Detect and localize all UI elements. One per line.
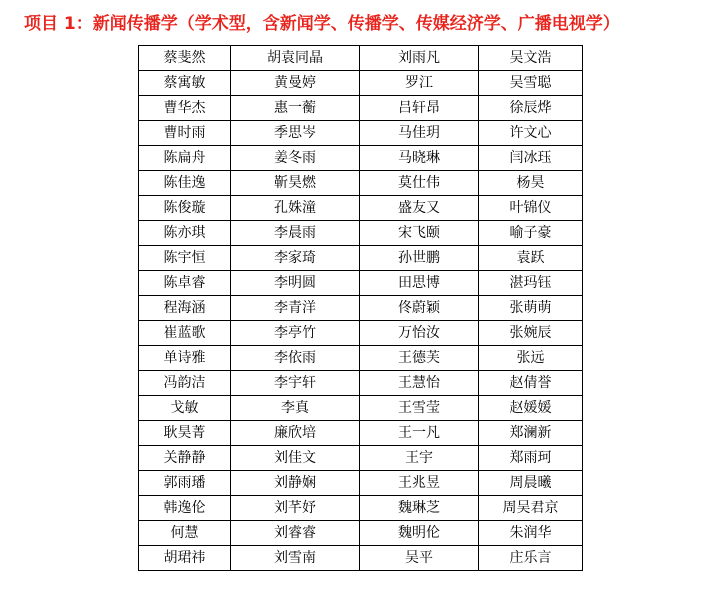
name-cell: 陈扁舟 [139,146,231,171]
name-cell: 吴平 [360,546,479,571]
table-row [139,396,583,421]
name-cell: 陈俊璇 [139,196,231,221]
name-cell: 吕轩昂 [360,96,479,121]
name-cell: 耿昊菁 [139,421,231,446]
page-heading: 项目 1：新闻传播学（学术型，含新闻学、传播学、传媒经济学、广播电视学） [24,14,620,34]
name-cell: 陈佳逸 [139,171,231,196]
name-cell: 惠一蘅 [231,96,360,121]
name-cell: 李晨雨 [231,221,360,246]
name-cell: 田思博 [360,271,479,296]
name-cell: 张婉辰 [479,321,583,346]
name-cell: 曹华杰 [139,96,231,121]
name-cell: 万怡汝 [360,321,479,346]
name-cell: 朱润华 [479,521,583,546]
name-cell: 周吴君京 [479,496,583,521]
name-cell: 王德芙 [360,346,479,371]
name-cell: 胡珺祎 [139,546,231,571]
table-row [139,46,583,71]
name-cell: 李亭竹 [231,321,360,346]
name-cell: 赵媛媛 [479,396,583,421]
name-cell: 闫冰珏 [479,146,583,171]
name-cell: 张远 [479,346,583,371]
name-cell: 郭雨璠 [139,471,231,496]
table-row [139,471,583,496]
table-row [139,296,583,321]
name-cell: 戈敏 [139,396,231,421]
name-cell: 李宇轩 [231,371,360,396]
table-row [139,496,583,521]
name-cell: 吴雪聪 [479,71,583,96]
table-row [139,346,583,371]
name-cell: 周晨曦 [479,471,583,496]
name-cell: 袁跃 [479,246,583,271]
name-cell: 王宇 [360,446,479,471]
name-cell: 李明圆 [231,271,360,296]
name-cell: 李青洋 [231,296,360,321]
table-row [139,71,583,96]
name-cell: 刘雪南 [231,546,360,571]
name-cell: 王雪莹 [360,396,479,421]
name-cell: 罗江 [360,71,479,96]
name-cell: 关静静 [139,446,231,471]
name-cell: 王慧怡 [360,371,479,396]
name-cell: 陈卓睿 [139,271,231,296]
name-cell: 湛玛钰 [479,271,583,296]
name-cell: 杨昊 [479,171,583,196]
table-row [139,421,583,446]
table-row [139,196,583,221]
name-cell: 盛友又 [360,196,479,221]
name-cell: 李家琦 [231,246,360,271]
name-list-table [138,45,583,571]
table-row [139,171,583,196]
name-cell: 刘静娴 [231,471,360,496]
name-cell: 姜冬雨 [231,146,360,171]
name-cell: 宋飞颐 [360,221,479,246]
name-cell: 崔蓝歌 [139,321,231,346]
name-cell: 莫仕伟 [360,171,479,196]
name-cell: 冯韵洁 [139,371,231,396]
name-list-body [139,46,583,571]
name-cell: 张萌萌 [479,296,583,321]
name-cell: 韩逸伦 [139,496,231,521]
name-cell: 刘睿睿 [231,521,360,546]
name-cell: 靳昊燃 [231,171,360,196]
name-cell: 佟蔚颖 [360,296,479,321]
name-cell: 季思岑 [231,121,360,146]
table-row [139,271,583,296]
name-cell: 何慧 [139,521,231,546]
name-cell: 陈亦琪 [139,221,231,246]
name-cell: 刘雨凡 [360,46,479,71]
name-cell: 曹时雨 [139,121,231,146]
name-cell: 孙世鹏 [360,246,479,271]
table-row [139,96,583,121]
table-row [139,371,583,396]
name-cell: 郑雨珂 [479,446,583,471]
name-cell: 许文心 [479,121,583,146]
name-cell: 叶锦仪 [479,196,583,221]
table-row [139,221,583,246]
table-row [139,246,583,271]
name-cell: 李依雨 [231,346,360,371]
name-cell: 黄曼婷 [231,71,360,96]
table-row [139,321,583,346]
name-cell: 赵倩誉 [479,371,583,396]
name-cell: 郑澜新 [479,421,583,446]
name-cell: 刘芊妤 [231,496,360,521]
table-row [139,521,583,546]
name-cell: 马晓琳 [360,146,479,171]
table-row [139,146,583,171]
table-row [139,121,583,146]
name-cell: 蔡寓敏 [139,71,231,96]
name-cell: 陈宇恒 [139,246,231,271]
name-cell: 王兆昱 [360,471,479,496]
name-cell: 魏琳芝 [360,496,479,521]
name-cell: 廉欣培 [231,421,360,446]
name-cell: 徐辰烨 [479,96,583,121]
name-cell: 庄乐言 [479,546,583,571]
name-cell: 胡袁同晶 [231,46,360,71]
name-cell: 魏明伦 [360,521,479,546]
name-cell: 孔姝潼 [231,196,360,221]
name-cell: 程海涵 [139,296,231,321]
table-row [139,546,583,571]
table-row [139,446,583,471]
name-cell: 单诗雅 [139,346,231,371]
name-cell: 马佳玥 [360,121,479,146]
name-cell: 刘佳文 [231,446,360,471]
name-cell: 吴文浩 [479,46,583,71]
name-cell: 蔡斐然 [139,46,231,71]
name-cell: 喻子豪 [479,221,583,246]
name-cell: 李真 [231,396,360,421]
name-cell: 王一凡 [360,421,479,446]
